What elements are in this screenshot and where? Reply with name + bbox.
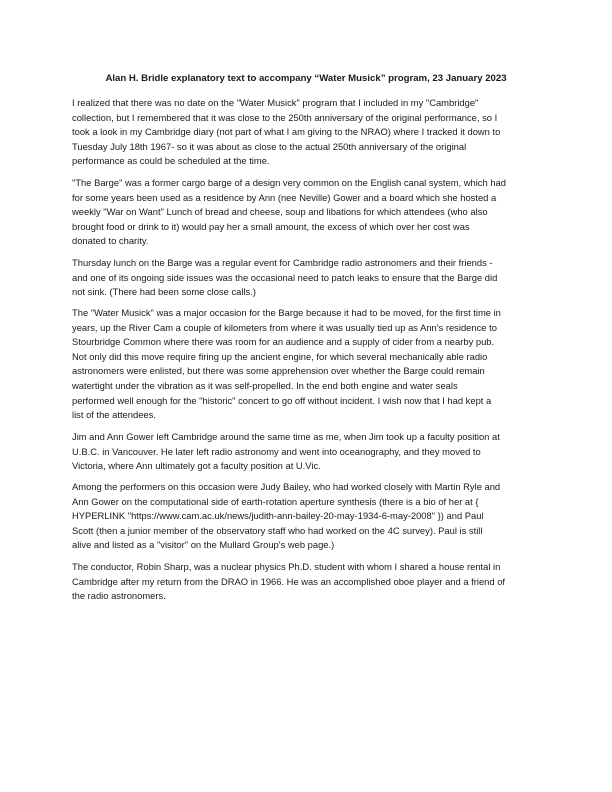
text-line: collection, but I remembered that it was close to the 250th anniversary of the original performance, so I [72, 111, 498, 123]
text-line: for some years been used as a residence by Ann (nee Neville) Gower and a board which she hosted a [72, 191, 497, 203]
text-line: astronomers were enlisted, but there was some apprehension over whether the Barge could remain [72, 365, 485, 377]
text-line: Stourbridge Common where there was room for an audience and a supply of cider from a nearby pub. [72, 336, 495, 348]
text-line: list of the attendees. [72, 409, 156, 421]
text-line: Among the performers on this occasion were Judy Bailey, who had worked closely with Martin Ryle and [72, 481, 501, 492]
text-line: watertight under the vibration as it was self-propelled. In the end both engine and water seals [72, 379, 458, 391]
text-line: Tuesday July 18th 1967- so it was about as close to the actual 250th anniversary of the original [72, 140, 467, 152]
paragraph-conductor [72, 560, 542, 604]
paragraph-thursday-lunch [72, 256, 542, 300]
paragraph-the-barge [72, 176, 542, 249]
text-line: The conductor, Robin Sharp, was a nuclear physics Ph.D. student with whom I shared a house rental in [72, 561, 501, 572]
paragraph-program-date [72, 96, 542, 169]
text-line: Ann Gower on the computational side of earth-rotation aperture synthesis (there is a bio of her at { [72, 495, 479, 507]
document-title: Alan H. Bridle explanatory text to accompany “Water Musick” program, 23 January 2023 [105, 73, 507, 84]
text-line: U.B.C. in Vancouver. He later left radio astronomy and went into oceanography, and they moved to [72, 445, 481, 457]
text-line: the radio astronomers. [72, 590, 166, 602]
text-line: Not only did this move require firing up the ancient engine, for which several mechanically able radio [72, 350, 488, 362]
text-line: "The Barge" was a former cargo barge of a design very common on the English canal system, which had [72, 177, 506, 188]
text-line: Jim and Ann Gower left Cambridge around the same time as me, when Jim took up a faculty position at [72, 431, 500, 442]
text-line: Cambridge after my return from the DRAO in 1966. He was an accomplished oboe player and a friend of [72, 575, 506, 587]
paragraph-gowers [72, 430, 542, 474]
text-line: not sink. (There had been some close calls.) [72, 286, 256, 298]
text-line: performance as could be scheduled at the time. [72, 155, 270, 167]
text-line: performed well enough for the "historic" concert to go off without incident. I wish now that I had kept a [72, 394, 492, 406]
text-line: and one of its ongoing side issues was the occasional need to patch leaks to ensure that the Barge did [72, 271, 498, 283]
text-line: The "Water Musick" was a major occasion for the Barge because it had to be moved, for the first time in [72, 307, 501, 318]
text-line: brought food or drink to it) would pay her a small amount, the excess of which over her cost was [72, 220, 470, 232]
text-line: alive and listed as a "visitor" on the Mullard Group's web page.) [72, 539, 335, 551]
text-line: took a look in my Cambridge diary (not part of what I am giving to the NRAO) where I tracked it down to [72, 126, 501, 138]
paragraph-water-musick [72, 306, 542, 423]
text-line: Scott (then a junior member of the observatory staff who had worked on the 4C survey). Paul is still [72, 524, 483, 536]
text-line: weekly "War on Want" Lunch of bread and cheese, soup and libations for which attendees (who also [72, 206, 488, 218]
text-line: donated to charity. [72, 235, 149, 247]
text-line: years, up the River Cam a couple of kilometers from where it was usually tied up as Ann's residence to [72, 321, 497, 333]
text-line: Thursday lunch on the Barge was a regular event for Cambridge radio astronomers and their friends - [72, 257, 493, 268]
text-line: HYPERLINK "https://www.cam.ac.uk/news/judith-ann-bailey-20-may-1934-6-may-2008" }) and Paul [72, 510, 484, 522]
text-line: Victoria, where Ann ultimately got a faculty position at U.Vic. [72, 460, 321, 472]
paragraph-performers [72, 480, 542, 553]
text-line: I realized that there was no date on the "Water Musick" program that I included in my "Cambridge" [72, 97, 479, 108]
